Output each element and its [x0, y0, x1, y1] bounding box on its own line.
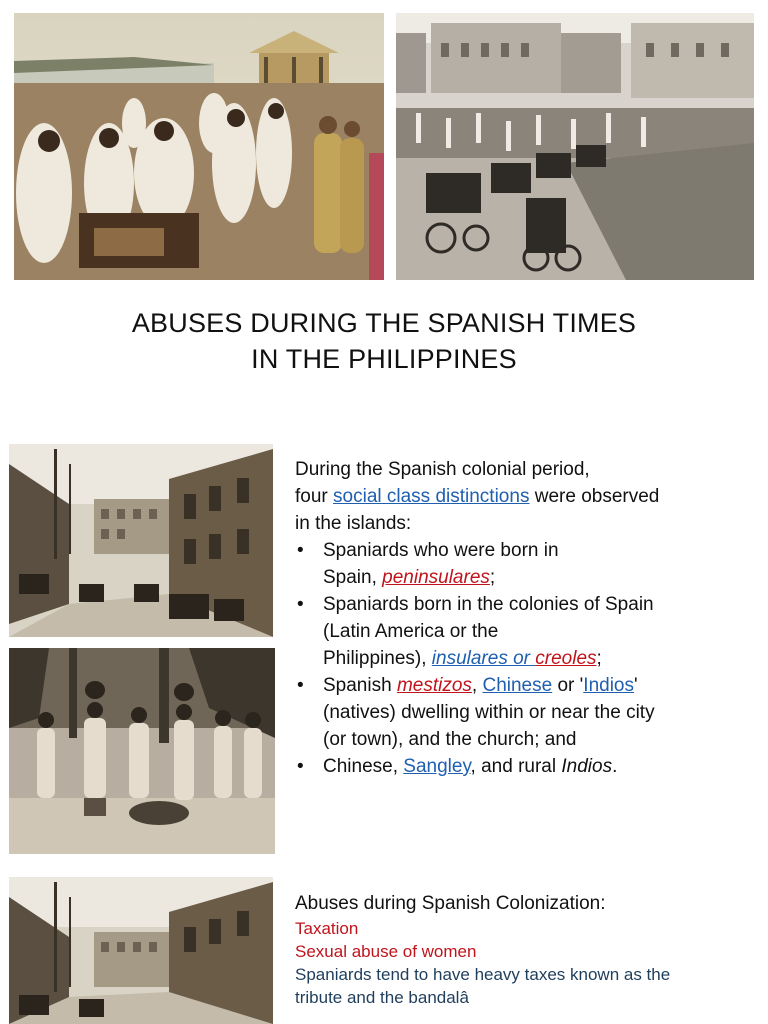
list-item-text: ; — [489, 567, 496, 588]
list-item-text: Spanish — [323, 675, 397, 696]
list-item-text: or ' — [552, 675, 584, 696]
list-item-text: , — [471, 675, 483, 696]
list-item-text: Indios — [561, 756, 613, 777]
list-item-text: ; — [596, 648, 602, 669]
manila-street-photo-2 — [9, 877, 273, 1024]
abuse-item-taxation: Taxation — [295, 919, 359, 938]
list-item-text: ' — [634, 675, 638, 696]
list-item-text: • Spaniards who were born in — [323, 540, 559, 561]
list-item-text: (Latin America or the — [323, 621, 499, 642]
peninsulares-link[interactable]: peninsulares — [382, 567, 490, 588]
intro-line-3: in the islands: — [295, 513, 412, 534]
intro-line-2 — [295, 483, 755, 510]
list-item-text: (natives) dwelling within or near the city — [323, 702, 655, 723]
social-class-distinctions-link[interactable]: social class distinctions — [333, 486, 530, 507]
list-item-peninsulares — [295, 537, 755, 591]
list-item-text: • Spaniards born in the colonies of Spain — [323, 594, 654, 615]
abuse-item-sexual-abuse: Sexual abuse of women — [295, 942, 477, 961]
plaza-carriages-photo — [396, 13, 754, 280]
villagers-with-water-jars-photo — [9, 648, 275, 854]
promenade-painting-image — [14, 13, 384, 280]
list-item-text: . — [612, 756, 618, 777]
page-title-line-2: IN THE PHILIPPINES — [251, 344, 517, 374]
list-item-text: (or town), and the church; and — [323, 729, 577, 750]
list-item-text: Spain, — [323, 567, 383, 588]
indios-link[interactable]: Indios — [583, 675, 634, 696]
page-title-line-1: ABUSES DURING THE SPANISH TIMES — [131, 308, 637, 338]
manila-street-photo — [9, 444, 273, 637]
social-class-section — [295, 456, 755, 780]
abuses-heading: Abuses during Spanish Colonization: — [295, 893, 606, 914]
social-class-list — [295, 537, 755, 780]
mestizos-link[interactable]: mestizos — [396, 675, 472, 696]
abuses-body-line-1: Spaniards tend to have heavy taxes known as the — [295, 965, 671, 984]
list-item-text: , and rural — [470, 756, 562, 777]
intro-text: four — [295, 486, 334, 507]
creoles-link[interactable]: creoles — [535, 648, 597, 669]
page-title — [0, 305, 768, 377]
abuses-body-line-2: tribute and the bandalâ — [295, 988, 469, 1007]
intro-line-1: During the Spanish colonial period, — [295, 459, 590, 480]
list-item-text: Philippines), — [323, 648, 432, 669]
abuses-section — [295, 890, 755, 1009]
list-item-mestizos — [295, 672, 755, 753]
chinese-link[interactable]: Chinese — [482, 675, 553, 696]
list-item-sangley — [295, 753, 755, 780]
list-item-text: Chinese, — [323, 756, 404, 777]
sangley-link[interactable]: Sangley — [403, 756, 471, 777]
intro-text: were observed — [529, 486, 660, 507]
insulares-link[interactable]: insulares or — [431, 648, 530, 669]
list-item-insulares — [295, 591, 755, 672]
